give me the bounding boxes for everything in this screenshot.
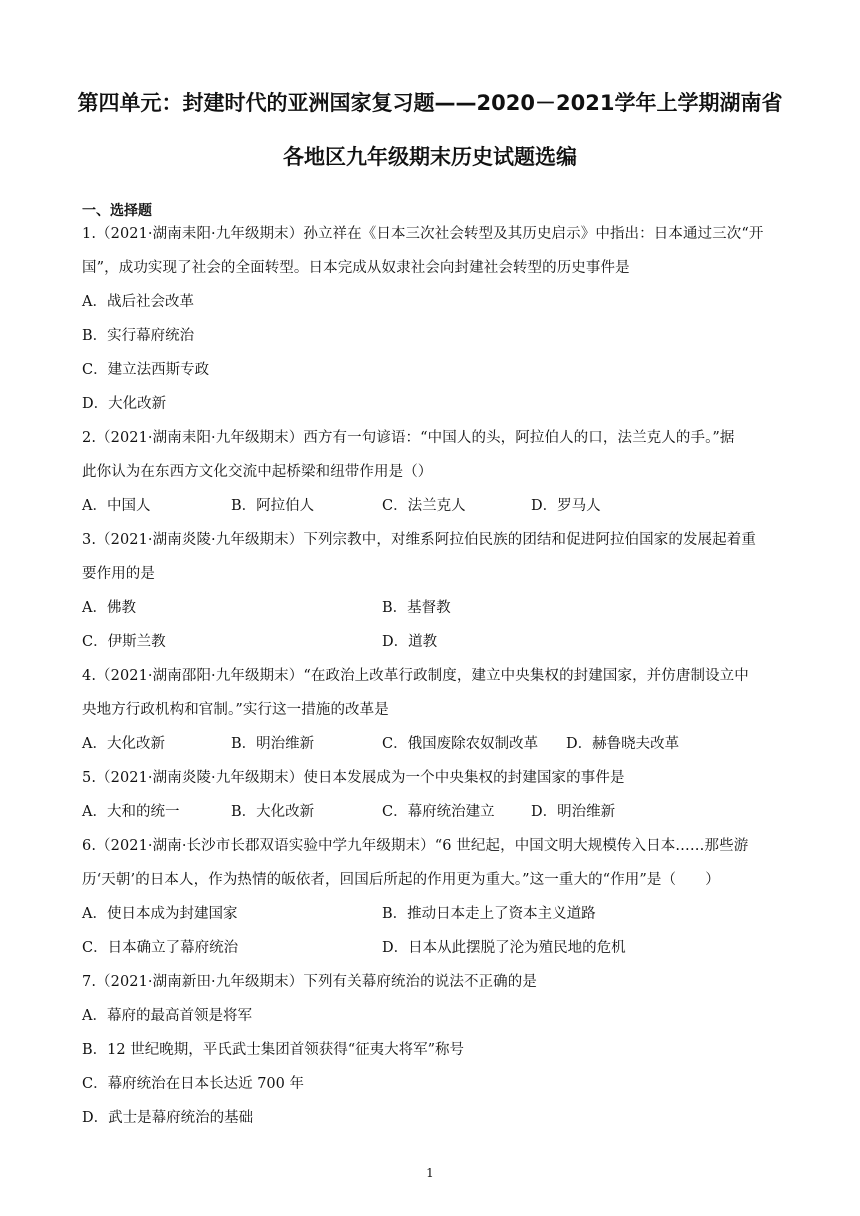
question-1-option-c: C．建立法西斯专政 xyxy=(82,362,210,378)
question-2-stem-line-2: 此你认为在东西方文化交流中起桥梁和纽带作用是（） xyxy=(82,464,433,480)
question-7-option-b: B．12 世纪晚期，平氏武士集团首领获得“征夷大将军”称号 xyxy=(82,1042,465,1058)
question-7-option-d: D．武士是幕府统治的基础 xyxy=(82,1110,254,1126)
question-2-option-b: B．阿拉伯人 xyxy=(231,498,315,514)
question-7-option-a: A．幕府的最高首领是将军 xyxy=(82,1008,252,1024)
question-4-stem-line-2: 央地方行政机构和官制。”实行这一措施的改革是 xyxy=(82,702,389,718)
question-3-stem-line-1: 3.（2021·湖南炎陵·九年级期末）下列宗教中，对维系阿拉伯民族的团结和促进阿拉伯国家的发展起着重 xyxy=(82,532,756,548)
question-6-stem-line-1: 6.（2021·湖南·长沙市长郡双语实验中学九年级期末）“6 世纪起，中国文明大规模传入日本……那些游 xyxy=(82,838,749,854)
question-6-option-a: A．使日本成为封建国家 xyxy=(82,906,238,922)
question-4-option-c: C．俄国废除农奴制改革 xyxy=(382,736,539,752)
question-3-stem-line-2: 要作用的是 xyxy=(82,566,155,582)
question-2-option-a: A．中国人 xyxy=(82,498,151,514)
question-5-stem-line-1: 5.（2021·湖南炎陵·九年级期末）使日本发展成为一个中央集权的封建国家的事件是 xyxy=(82,770,625,786)
question-6-option-b: B．推动日本走上了资本主义道路 xyxy=(382,906,596,922)
question-1-option-a: A．战后社会改革 xyxy=(82,294,194,310)
question-4-option-d: D．赫鲁晓夫改革 xyxy=(566,736,680,752)
question-3-option-a: A．佛教 xyxy=(82,600,136,616)
section-heading: 一、选择题 xyxy=(82,203,152,219)
question-5-option-b: B．大化改新 xyxy=(231,804,315,820)
question-2-option-c: C．法兰克人 xyxy=(382,498,466,514)
document-title-line-2: 各地区九年级期末历史试题选编 xyxy=(283,145,577,169)
question-1-option-b: B．实行幕府统治 xyxy=(82,328,195,344)
question-1-stem-line-1: 1.（2021·湖南耒阳·九年级期末）孙立祥在《日本三次社会转型及其历史启示》中指出：日本通过三次“开 xyxy=(82,226,764,242)
question-2-stem-line-1: 2.（2021·湖南耒阳·九年级期末）西方有一句谚语：“中国人的头，阿拉伯人的口，法兰克人的手。”据 xyxy=(82,430,735,446)
question-2-option-d: D．罗马人 xyxy=(531,498,601,514)
question-7-stem-line-1: 7.（2021·湖南新田·九年级期末）下列有关幕府统治的说法不正确的是 xyxy=(82,974,537,990)
question-4-option-a: A．大化改新 xyxy=(82,736,165,752)
question-6-option-d: D．日本从此摆脱了沦为殖民地的危机 xyxy=(382,940,626,956)
question-6-stem-line-2: 历‘天朝’的日本人，作为热情的皈依者，回国后所起的作用更为重大。”这一重大的“作用”是（ ） xyxy=(82,872,720,888)
question-3-option-d: D．道教 xyxy=(382,634,438,650)
question-1-stem-line-2: 国”，成功实现了社会的全面转型。日本完成从奴隶社会向封建社会转型的历史事件是 xyxy=(82,260,630,276)
question-6-option-c: C．日本确立了幕府统治 xyxy=(82,940,239,956)
question-5-option-c: C．幕府统治建立 xyxy=(382,804,495,820)
question-4-option-b: B．明治维新 xyxy=(231,736,315,752)
question-1-option-d: D．大化改新 xyxy=(82,396,167,412)
question-5-option-d: D．明治维新 xyxy=(531,804,616,820)
question-5-option-a: A．大和的统一 xyxy=(82,804,180,820)
question-3-option-c: C．伊斯兰教 xyxy=(82,634,166,650)
page-number: 1 xyxy=(426,1166,434,1180)
question-4-stem-line-1: 4.（2021·湖南邵阳·九年级期末）“在政治上改革行政制度，建立中央集权的封建国家，并仿唐制设立中 xyxy=(82,668,749,684)
question-7-option-c: C．幕府统治在日本长达近 700 年 xyxy=(82,1076,304,1092)
document-title-line-1: 第四单元：封建时代的亚洲国家复习题——2020－2021学年上学期湖南省 xyxy=(77,91,783,115)
question-3-option-b: B．基督教 xyxy=(382,600,451,616)
